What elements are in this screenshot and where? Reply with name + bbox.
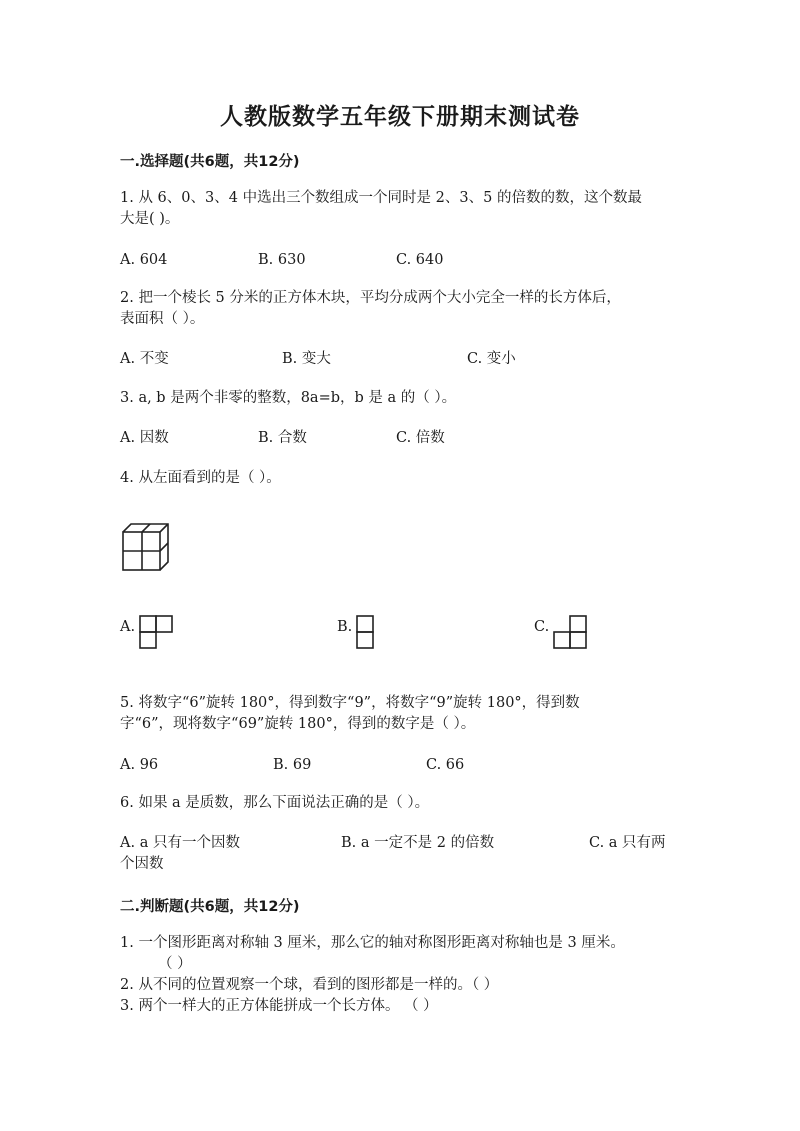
question-1-option-c: C. 640: [396, 252, 444, 268]
question-1-option-b: B. 630: [258, 252, 306, 268]
question-6-option-a: A. a 只有一个因数: [120, 835, 240, 851]
question-2-line-1: 2. 把一个棱长 5 分米的正方体木块，平均分成两个大小完全一样的长方体后，: [120, 290, 621, 306]
question-2-option-c: C. 变小: [467, 351, 516, 367]
judgment-1-answer-blank: （ ）: [158, 956, 192, 972]
cube-stack-figure: [122, 522, 170, 572]
judgment-2-line: 2. 从不同的位置观察一个球，看到的图形都是一样的。（ ）: [120, 977, 499, 993]
option-a-view-icon: [139, 615, 175, 651]
question-3-option-c: C. 倍数: [396, 430, 445, 446]
question-5-line-2: 字“6”，现将数字“69”旋转 180°，得到的数字是（ ）。: [120, 716, 476, 732]
question-5-option-a: A. 96: [120, 757, 159, 773]
question-3-line-1: 3. a, b 是两个非零的整数，8a=b，b 是 a 的（ ）。: [120, 390, 457, 406]
question-1-line-2: 大是( )。: [120, 211, 180, 227]
question-4-option-b: B.: [337, 619, 353, 635]
question-3-option-a: A. 因数: [120, 430, 169, 446]
page-title: 人教版数学五年级下册期末测试卷: [220, 104, 580, 130]
section-heading-judgment: 二.判断题(共6题，共12分): [120, 899, 300, 915]
question-6-option-b: B. a 一定不是 2 的倍数: [341, 835, 495, 851]
question-2-option-b: B. 变大: [282, 351, 331, 367]
question-2-line-2: 表面积（ ）。: [120, 311, 205, 327]
question-5-option-c: C. 66: [426, 757, 465, 773]
question-1-line-1: 1. 从 6、0、3、4 中选出三个数组成一个同时是 2、3、5 的倍数的数，这个数最: [120, 190, 642, 206]
question-5-line-1: 5. 将数字“6”旋转 180°，得到数字“9”，将数字“9”旋转 180°，得到数: [120, 695, 580, 711]
question-4-line-1: 4. 从左面看到的是（ ）。: [120, 470, 281, 486]
question-5-option-b: B. 69: [273, 757, 312, 773]
judgment-3-line: 3. 两个一样大的正方体能拼成一个长方体。 （ ）: [120, 998, 438, 1014]
question-1-option-a: A. 604: [120, 252, 168, 268]
section-heading-choice: 一.选择题(共6题，共12分): [120, 154, 300, 170]
option-c-view-icon: [553, 615, 589, 651]
judgment-1-line-1: 1. 一个图形距离对称轴 3 厘米，那么它的轴对称图形距离对称轴也是 3 厘米。: [120, 935, 625, 951]
question-4-option-c: C.: [534, 619, 550, 635]
question-2-option-a: A. 不变: [120, 351, 169, 367]
question-6-option-c: C. a 只有两: [589, 835, 666, 851]
question-6-line-1: 6. 如果 a 是质数，那么下面说法正确的是（ ）。: [120, 795, 430, 811]
question-3-option-b: B. 合数: [258, 430, 307, 446]
option-b-view-icon: [356, 615, 374, 651]
question-4-option-a: A.: [120, 619, 136, 635]
question-6-option-c-continued: 个因数: [120, 856, 164, 872]
